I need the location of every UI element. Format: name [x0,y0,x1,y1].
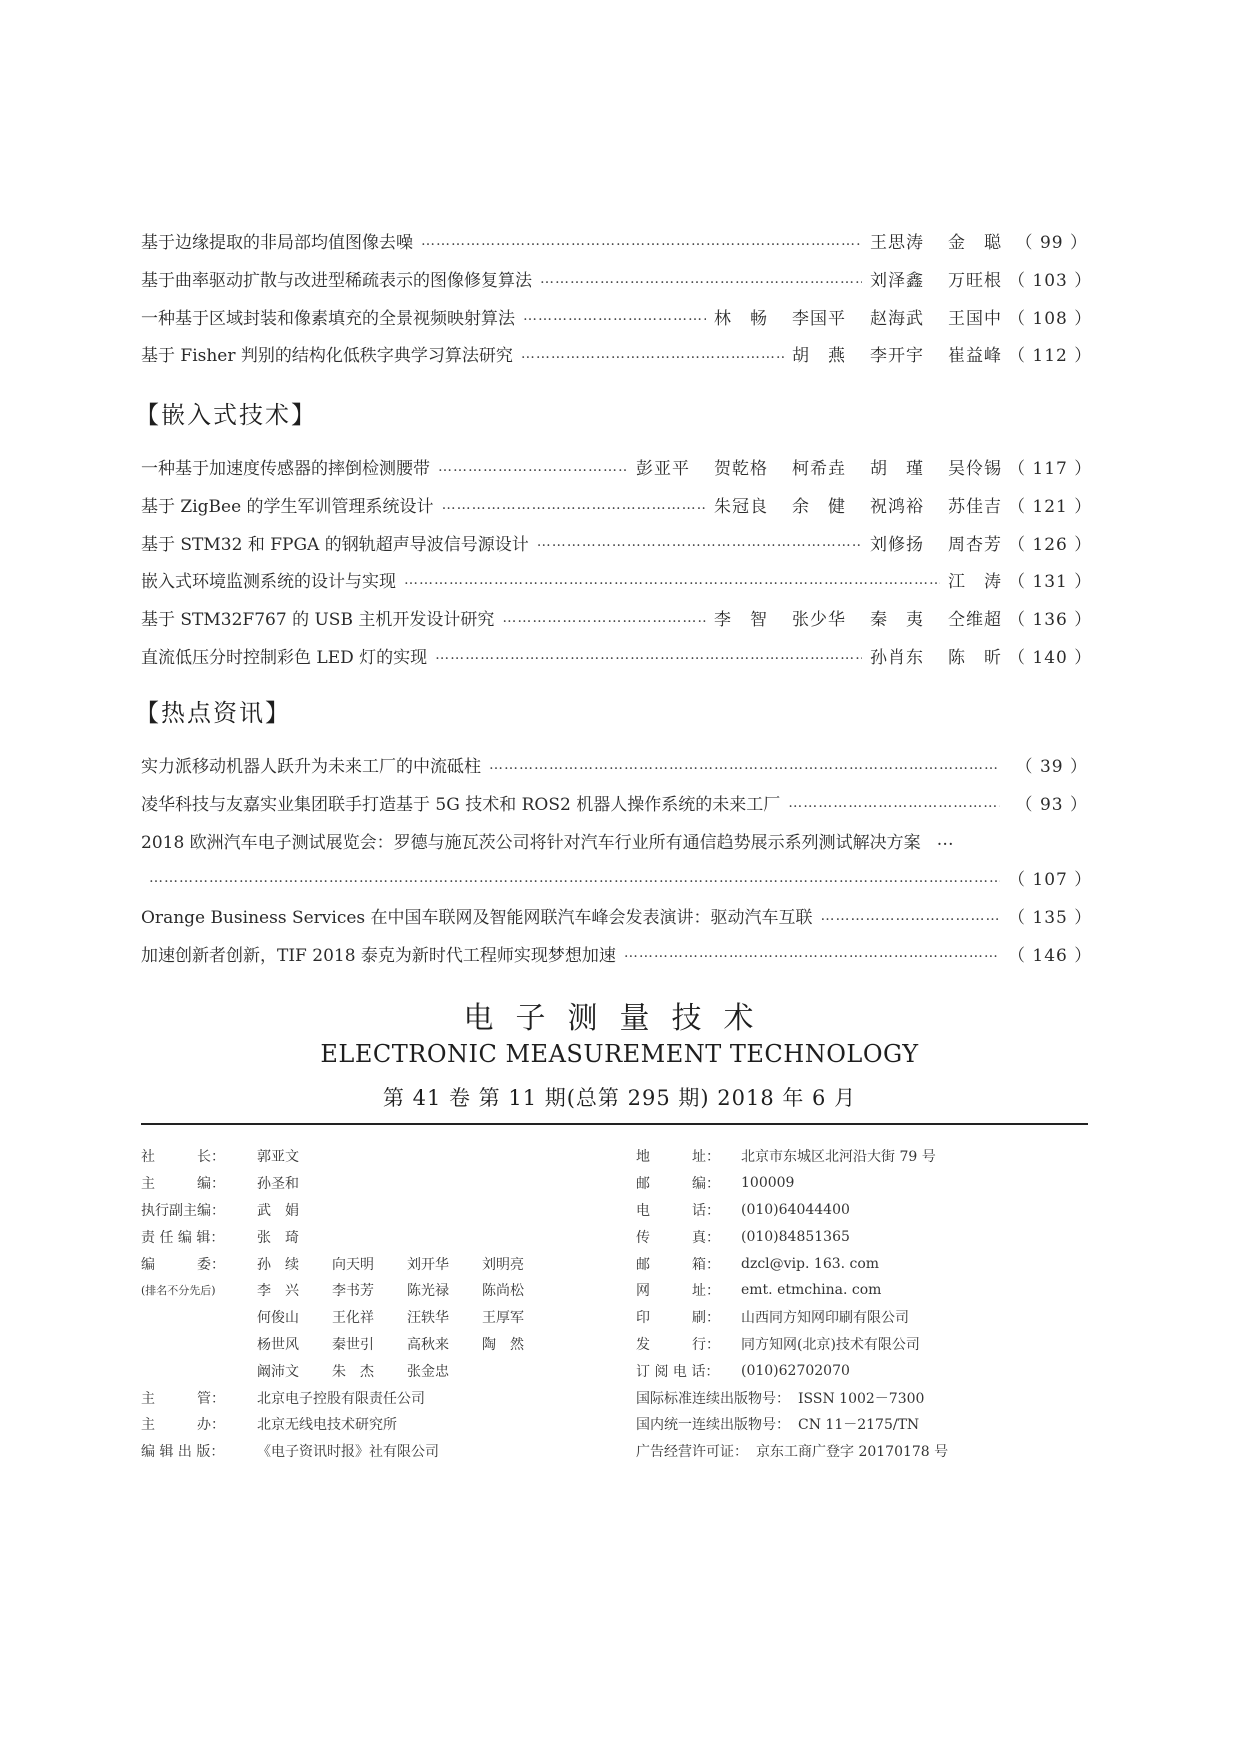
publisher-info-label: 国内统一连续出版物号： [636,1417,790,1434]
author-name: 李 智 [714,610,768,631]
toc-page-number: （ 39 ） [1015,757,1088,778]
staff-name: 李书芳 [332,1283,374,1300]
author-name: 吴伶锡 [948,459,1002,480]
author-name: 李开宇 [870,346,924,367]
masthead-divider [141,1123,1088,1125]
staff-role-label: 主 办： [141,1417,225,1434]
toc-page-number: （ 136 ） [1008,610,1093,631]
journal-title-en: ELECTRONIC MEASUREMENT TECHNOLOGY [320,1040,919,1068]
section-heading-news: 【热点资讯】 [135,699,291,727]
toc-row [141,934,1093,972]
publisher-info-label: 印 刷： [636,1310,720,1327]
toc-row [141,746,1088,784]
author-name: 王思涛 [870,233,924,254]
section-heading-embedded: 【嵌入式技术】 [135,401,317,429]
staff-names [257,1200,299,1220]
toc-row [141,222,1088,260]
staff-role-label: 责 任 编 辑： [141,1229,225,1246]
staff-row [141,1250,621,1277]
toc-entry-authors [870,228,1008,253]
toc-entry-title: 基于 ZigBee 的学生军训管理系统设计 [141,497,434,518]
toc-entry-authors [870,643,1008,668]
toc-row [141,448,1093,486]
toc-leader-dots [421,233,862,249]
publisher-info-label: 广告经营许可证： [636,1444,748,1461]
author-name: 胡 瑾 [870,459,924,480]
staff-names [257,1441,439,1461]
staff-names [257,1388,425,1408]
staff-name: 向天明 [332,1256,374,1273]
toc-leader-dots [821,908,1000,924]
toc-entry-authors [714,492,1008,517]
publisher-info-value: 京东工商广登字 20170178 号 [756,1444,949,1461]
author-name: 张少华 [792,610,846,631]
staff-row [141,1411,621,1438]
toc-page-number: （ 146 ） [1008,945,1093,966]
toc-news [141,746,1093,972]
author-name: 贺乾格 [714,459,768,480]
toc-leader-dots [502,610,706,626]
publisher-info-label: 传 真： [636,1229,720,1246]
publisher-info-row [636,1304,1096,1331]
toc-entry-title: 直流低压分时控制彩色 LED 灯的实现 [141,647,428,668]
publisher-info-row [636,1250,1096,1277]
staff-name: 张金忠 [407,1363,449,1380]
staff-name: 秦世引 [332,1336,374,1353]
author-name: 柯希垚 [792,459,846,480]
publisher-info-row [636,1331,1096,1358]
toc-leader-dots [540,271,862,287]
staff-role-label: 主 管： [141,1390,225,1407]
toc-page-number: （ 93 ） [1015,795,1088,816]
toc-leader-dots [404,572,940,588]
author-name: 胡 燕 [792,346,846,367]
toc-leader-dots [521,346,784,362]
toc-row [141,784,1088,822]
staff-role-label: 编 辑 出 版： [141,1444,225,1461]
toc-entry-title: 实力派移动机器人跃升为未来工厂的中流砥柱 [141,757,481,778]
publisher-info-label: 邮 编： [636,1176,720,1193]
staff-role-label: 社 长： [141,1149,225,1166]
staff-role-label: (排名不分先后) [141,1284,216,1298]
staff-row [141,1438,621,1465]
toc-entry-authors [714,304,1008,329]
staff-name: 陈尚松 [482,1283,524,1300]
publisher-info-label: 订 阅 电 话： [636,1363,720,1380]
staff-name: 《电子资讯时报》社有限公司 [257,1444,439,1461]
toc-entry-title: 基于 Fisher 判别的结构化低秩字典学习算法研究 [141,346,513,367]
toc-entry-title: 一种基于区域封装和像素填充的全景视频映射算法 [141,308,515,329]
publisher-info-row [636,1357,1096,1384]
staff-name: 阚沛文 [257,1363,299,1380]
staff-name: 李 兴 [257,1283,299,1300]
author-name: 余 健 [792,497,846,518]
publisher-info-row [636,1223,1096,1250]
toc-entry-title: 一种基于加速度传感器的摔倒检测腰带 [141,459,430,480]
toc-entry-authors [948,567,1008,592]
toc-page-number: （ 108 ） [1008,308,1093,329]
toc-leader-dots [435,647,862,663]
publisher-info-row [636,1277,1096,1304]
author-name: 赵海武 [870,308,924,329]
author-name: 彭亚平 [636,459,690,480]
staff-name: 张 琦 [257,1229,299,1246]
publisher-info-label: 电 话： [636,1202,720,1219]
staff-name: 刘开华 [407,1256,449,1273]
publisher-info-value: ISSN 1002－7300 [798,1390,925,1407]
toc-leader-dots [438,459,628,475]
author-name: 刘修扬 [870,534,924,555]
toc-page-number: （ 126 ） [1008,534,1093,555]
publisher-info-value: (010)84851365 [741,1228,850,1245]
publisher-info-row [636,1438,1096,1465]
author-name: 崔益峰 [948,346,1002,367]
publisher-info-value: (010)64044400 [741,1201,850,1218]
toc-entry-title: 2018 欧洲汽车电子测试展览会：罗德与施瓦茨公司将针对汽车行业所有通信趋势展示系列测试解决方案 [141,832,921,853]
toc-page-number: （ 140 ） [1008,647,1093,668]
publisher-info-label: 地 址： [636,1149,720,1166]
staff-row [141,1331,621,1358]
staff-name: 武 娟 [257,1202,299,1219]
toc-entry-authors [792,341,1008,366]
staff-name: 朱 杰 [332,1363,374,1380]
author-name: 江 涛 [948,572,1002,593]
publisher-info-value: 100009 [741,1175,795,1192]
issue-info: 第 41 卷 第 11 期(总第 295 期) 2018 年 6 月 [382,1086,857,1110]
staff-name: 陈光禄 [407,1283,449,1300]
author-name: 秦 夷 [870,610,924,631]
toc-page-number: （ 117 ） [1008,459,1093,480]
toc-leader-dots [624,945,1000,961]
toc-row [141,897,1093,935]
staff-names [257,1414,397,1434]
toc-entry-title: 加速创新者创新，TIF 2018 泰克为新时代工程师实现梦想加速 [141,945,616,966]
author-name: 万旺根 [948,271,1002,292]
publisher-info-label: 国际标准连续出版物号： [636,1390,790,1407]
toc-entry-title: 基于边缘提取的非局部均值图像去噪 [141,233,413,254]
staff-name: 高秋来 [407,1336,449,1353]
staff-row [141,1384,621,1411]
toc-leader-dots [788,795,1000,811]
toc-row [141,335,1093,373]
toc-row-continuation [141,859,1093,897]
staff-row [141,1357,621,1384]
publisher-info-label: 发 行： [636,1336,720,1353]
author-name: 王国中 [948,308,1002,329]
staff-row [141,1170,621,1197]
staff-name: 何俊山 [257,1310,299,1327]
staff-name: 汪轶华 [407,1310,449,1327]
staff-role-label: 编 委： [141,1256,225,1273]
toc-leader-dots [537,534,862,550]
author-name: 孙肖东 [870,647,924,668]
toc-entry-title: 凌华科技与友嘉实业集团联手打造基于 5G 技术和 ROS2 机器人操作系统的未来工厂 [141,795,781,816]
staff-names [257,1361,482,1381]
publisher-info-value: emt. etmchina. com [741,1282,882,1299]
toc-leader-dots [442,497,706,513]
toc-page-number: （ 135 ） [1008,908,1093,929]
staff-names [257,1173,299,1193]
author-name: 仝维超 [948,610,1002,631]
staff-role-label: 执行副主编： [141,1202,225,1219]
toc-page-number: （ 131 ） [1008,572,1093,593]
author-name: 陈 昕 [948,647,1002,668]
author-name: 苏佳吉 [948,497,1002,518]
toc-page-number: （ 107 ） [1008,870,1093,891]
toc-leader-dots [523,308,706,324]
staff-name: 杨世风 [257,1336,299,1353]
publisher-info-label: 邮 箱： [636,1256,720,1273]
staff-names [257,1146,299,1166]
toc-entry-title: 基于 STM32 和 FPGA 的钢轨超声导波信号源设计 [141,534,529,555]
toc-image-processing [141,222,1093,373]
toc-leader-tail: … [936,830,954,851]
toc-page-number: （ 121 ） [1008,497,1093,518]
toc-row [141,599,1093,637]
toc-entry-authors [636,454,1008,479]
toc-row [141,561,1093,599]
author-name: 周杏芳 [948,534,1002,555]
toc-leader-dots [149,870,1000,886]
staff-row [141,1143,621,1170]
toc-leader-dots [489,757,1000,773]
publisher-info-value: 北京市东城区北河沿大街 79 号 [741,1149,936,1166]
toc-row [141,260,1093,298]
publisher-info-row [636,1411,1096,1438]
author-name: 金 聪 [948,233,1002,254]
toc-entry-authors [714,605,1008,630]
staff-row [141,1223,621,1250]
staff-names [257,1307,557,1327]
journal-title-cn: 电子测量技术 [463,1001,776,1036]
publisher-info-row [636,1197,1096,1224]
staff-row [141,1277,621,1304]
toc-page-number: （ 103 ） [1008,271,1093,292]
toc-page-number: （ 112 ） [1008,346,1093,367]
author-name: 李国平 [792,308,846,329]
staff-list-left [141,1143,621,1465]
staff-name: 孙圣和 [257,1176,299,1193]
publisher-info-value: CN 11－2175/TN [798,1417,920,1434]
toc-row-wrapped [141,821,1088,859]
staff-names [257,1254,557,1274]
toc-row [141,297,1093,335]
staff-name: 王厚军 [482,1310,524,1327]
publisher-info-row [636,1384,1096,1411]
publisher-info-value: dzcl@vip. 163. com [741,1255,880,1272]
author-name: 朱冠良 [714,497,768,518]
toc-entry-title: 基于 STM32F767 的 USB 主机开发设计研究 [141,610,495,631]
staff-names [257,1334,557,1354]
toc-entry-authors [870,530,1008,555]
staff-row [141,1197,621,1224]
publisher-info-row [636,1143,1096,1170]
toc-row [141,523,1093,561]
staff-names [257,1227,299,1247]
staff-role-label: 主 编： [141,1176,225,1193]
staff-row [141,1304,621,1331]
staff-name: 孙 续 [257,1256,299,1273]
publisher-info-value: 山西同方知网印刷有限公司 [741,1310,909,1327]
toc-entry-title: Orange Business Services 在中国车联网及智能网联汽车峰会发表演讲：驱动汽车互联 [141,908,813,929]
staff-names [257,1280,557,1300]
staff-name: 刘明亮 [482,1256,524,1273]
publisher-info-value: 同方知网(北京)技术有限公司 [741,1336,920,1353]
staff-name: 北京电子控股有限责任公司 [257,1390,425,1407]
toc-entry-authors [870,266,1008,291]
author-name: 刘泽鑫 [870,271,924,292]
author-name: 林 畅 [714,308,768,329]
publisher-info-label: 网 址： [636,1283,720,1300]
staff-name: 王化祥 [332,1310,374,1327]
toc-entry-title: 嵌入式环境监测系统的设计与实现 [141,572,396,593]
staff-name: 北京无线电技术研究所 [257,1417,397,1434]
author-name: 祝鸿裕 [870,497,924,518]
toc-row [141,486,1093,524]
publisher-info-right [636,1143,1096,1465]
staff-name: 郭亚文 [257,1149,299,1166]
publisher-info-row [636,1170,1096,1197]
toc-page-number: （ 99 ） [1015,233,1088,254]
toc-entry-title: 基于曲率驱动扩散与改进型稀疏表示的图像修复算法 [141,271,532,292]
publisher-info-value: (010)62702070 [741,1362,850,1379]
toc-row [141,636,1093,674]
staff-name: 陶 然 [482,1336,524,1353]
toc-embedded [141,448,1093,674]
